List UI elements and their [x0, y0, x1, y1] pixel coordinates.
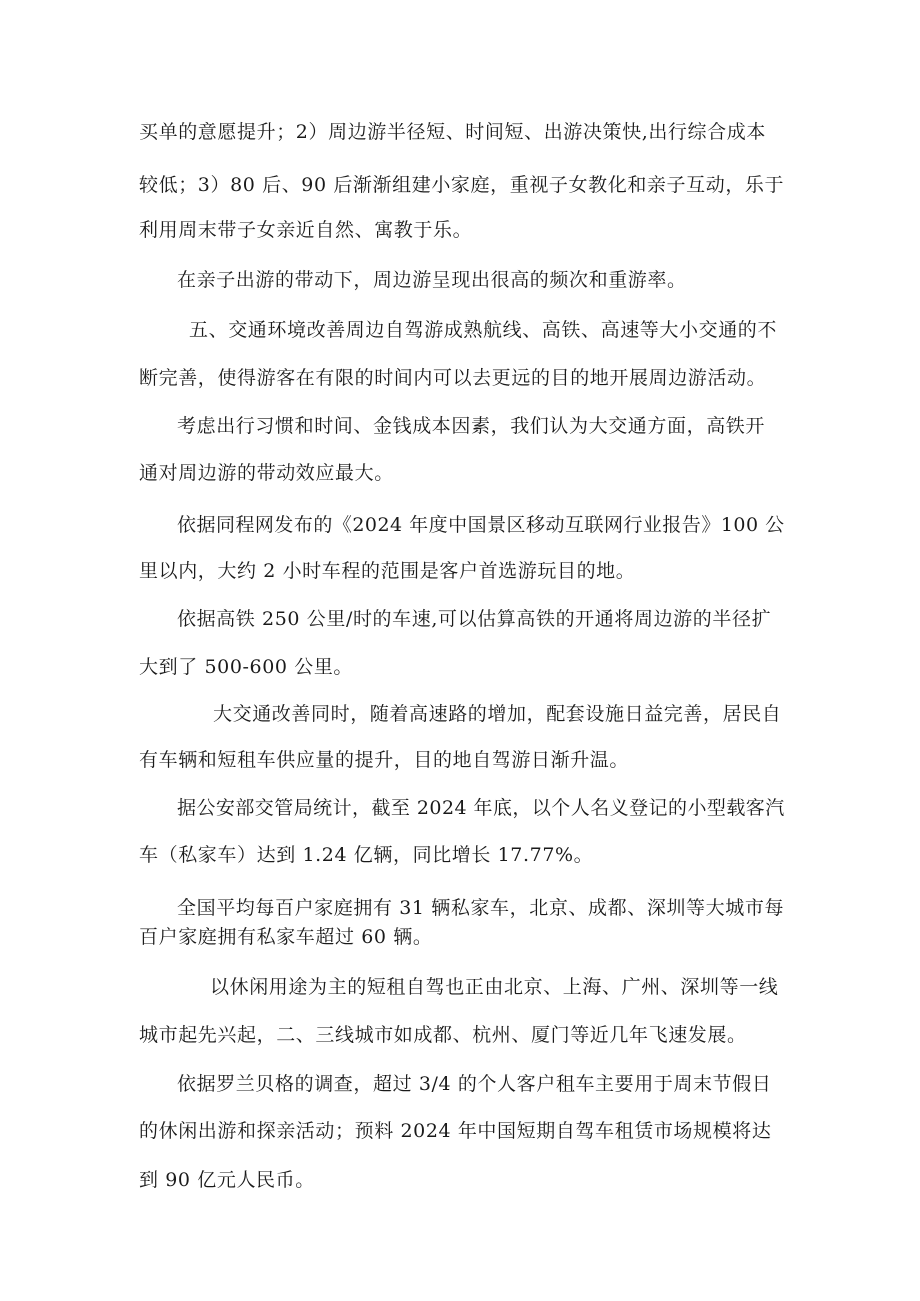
paragraph-2-line-1: 在亲子出游的带动下，周边游呈现出很高的频次和重游率。 — [177, 269, 687, 291]
paragraph-11-line-1: 依据罗兰贝格的调查，超过 3/4 的个人客户租车主要用于周末节假日 — [177, 1073, 772, 1095]
paragraph-10-line-2: 城市起先兴起，二、三线城市如成都、杭州、厦门等近几年飞速发展。 — [139, 1024, 747, 1046]
paragraph-3-line-1: 五、交通环境改善周边自驾游成熟航线、高铁、高速等大小交通的不 — [189, 319, 778, 341]
paragraph-6-line-2: 大到了 500-600 公里。 — [139, 656, 354, 678]
paragraph-10-line-1: 以休闲用途为主的短租自驾也正由北京、上海、广州、深圳等一线 — [210, 976, 779, 998]
paragraph-11-line-3: 到 90 亿元人民币。 — [139, 1169, 315, 1191]
paragraph-4-line-2: 通对周边游的带动效应最大。 — [139, 462, 394, 484]
paragraph-1-line-2: 较低；3）80 后、90 后渐渐组建小家庭，重视子女教化和亲子互动，乐于 — [139, 174, 785, 196]
paragraph-6-line-1: 依据高铁 250 公里/时的车速,可以估算高铁的开通将周边游的半径扩 — [177, 608, 772, 630]
paragraph-9-line-2: 百户家庭拥有私家车超过 60 辆。 — [139, 926, 433, 948]
paragraph-7-line-2: 有车辆和短租车供应量的提升，目的地自驾游日渐升温。 — [139, 749, 630, 771]
paragraph-1-line-1: 买单的意愿提升；2）周边游半径短、时间短、出游决策快,出行综合成本 — [139, 121, 766, 143]
paragraph-5-line-2: 里以内，大约 2 小时车程的范围是客户首选游玩目的地。 — [139, 560, 636, 582]
paragraph-7-line-1: 大交通改善同时，随着高速路的增加，配套设施日益完善，居民自 — [213, 703, 782, 725]
paragraph-9-line-1: 全国平均每百户家庭拥有 31 辆私家车，北京、成都、深圳等大城市每 — [177, 897, 785, 919]
paragraph-8-line-2: 车（私家车）达到 1.24 亿辆，同比增长 17.77%。 — [139, 844, 594, 866]
paragraph-11-line-2: 的休闲出游和探亲活动；预料 2024 年中国短期自驾车租赁市场规模将达 — [139, 1120, 772, 1142]
paragraph-8-line-1: 据公安部交管局统计，截至 2024 年底，以个人名义登记的小型载客汽 — [177, 797, 785, 819]
paragraph-1-line-3: 利用周末带子女亲近自然、寓教于乐。 — [139, 219, 473, 241]
paragraph-4-line-1: 考虑出行习惯和时间、金钱成本因素，我们认为大交通方面，高铁开 — [177, 415, 766, 437]
paragraph-3-line-2: 断完善，使得游客在有限的时间内可以去更远的目的地开展周边游活动。 — [139, 367, 767, 389]
paragraph-5-line-1: 依据同程网发布的《2024 年度中国景区移动互联网行业报告》100 公 — [177, 514, 785, 536]
